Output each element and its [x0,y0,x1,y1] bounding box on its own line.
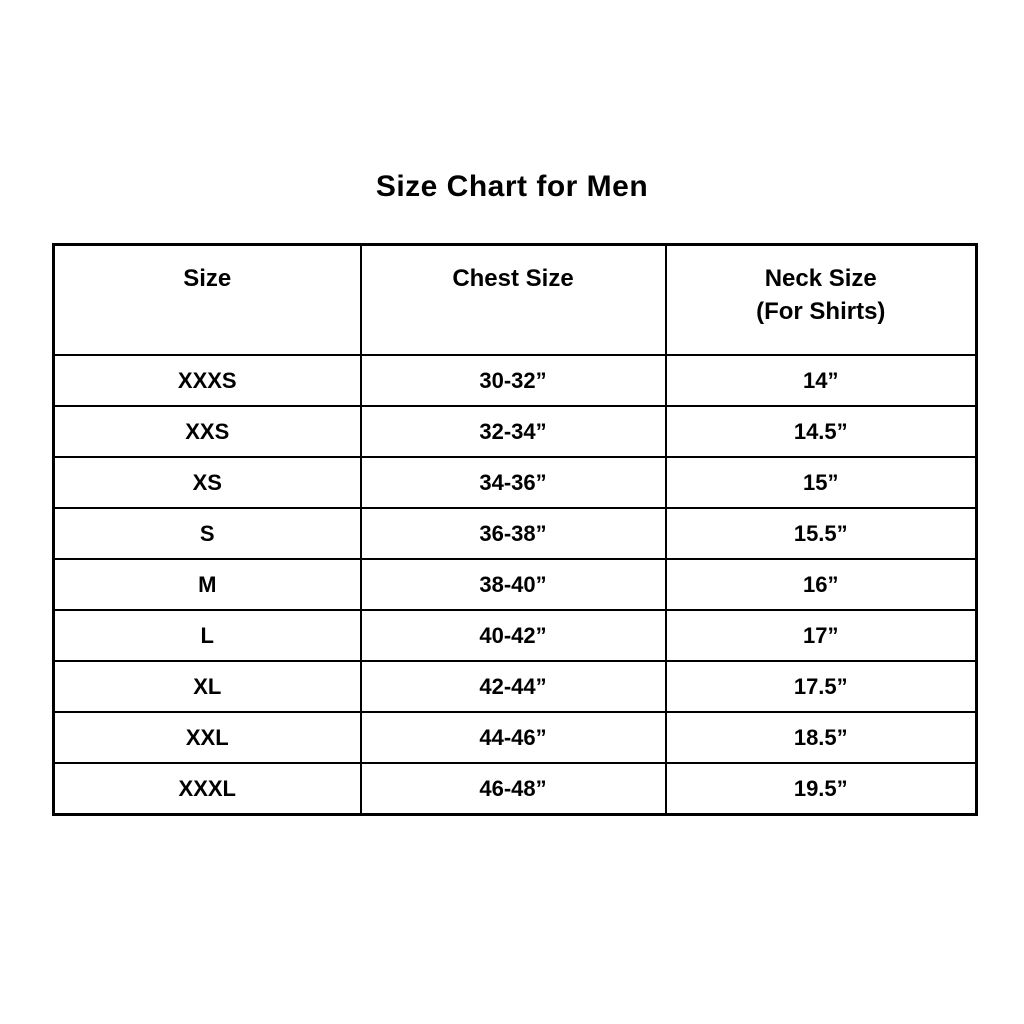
size-cell: XL [54,661,361,712]
size-cell: L [54,610,361,661]
table-row [54,661,977,712]
chest-size-cell: 46-48” [361,763,666,815]
column-header-size-label: Size [183,265,232,292]
neck-size-cell: 18.5” [666,712,977,763]
chest-size-cell: 44-46” [361,712,666,763]
column-header-size [54,245,361,356]
neck-size-cell: 14.5” [666,406,977,457]
chest-size-cell: 30-32” [361,355,666,406]
size-cell: XXS [54,406,361,457]
table-body [54,355,977,815]
neck-size-cell: 19.5” [666,763,977,815]
column-header-neck-size [666,245,977,356]
page-title: Size Chart for Men [375,170,649,203]
neck-size-cell: 17.5” [666,661,977,712]
size-cell: XS [54,457,361,508]
size-cell: XXXL [54,763,361,815]
chest-size-cell: 40-42” [361,610,666,661]
chest-size-cell: 36-38” [361,508,666,559]
chest-size-cell: 32-34” [361,406,666,457]
neck-size-cell: 15” [666,457,977,508]
table-header [54,245,977,356]
header-row [54,245,977,356]
table-row [54,457,977,508]
table-row [54,355,977,406]
table-row [54,559,977,610]
column-header-chest-size [361,245,666,356]
table-row [54,610,977,661]
chest-size-cell: 42-44” [361,661,666,712]
size-cell: M [54,559,361,610]
neck-size-cell: 17” [666,610,977,661]
chest-size-cell: 34-36” [361,457,666,508]
size-chart-table [52,243,978,816]
table-row [54,712,977,763]
chest-size-cell: 38-40” [361,559,666,610]
neck-size-cell: 15.5” [666,508,977,559]
column-header-neck-size-label: Neck Size [764,265,877,292]
size-cell: S [54,508,361,559]
table-row [54,763,977,815]
table-row [54,508,977,559]
size-cell: XXL [54,712,361,763]
size-cell: XXXS [54,355,361,406]
column-header-neck-size-sublabel: (For Shirts) [756,298,886,325]
neck-size-cell: 16” [666,559,977,610]
table-row [54,406,977,457]
neck-size-cell: 14” [666,355,977,406]
column-header-chest-size-label: Chest Size [452,265,574,292]
